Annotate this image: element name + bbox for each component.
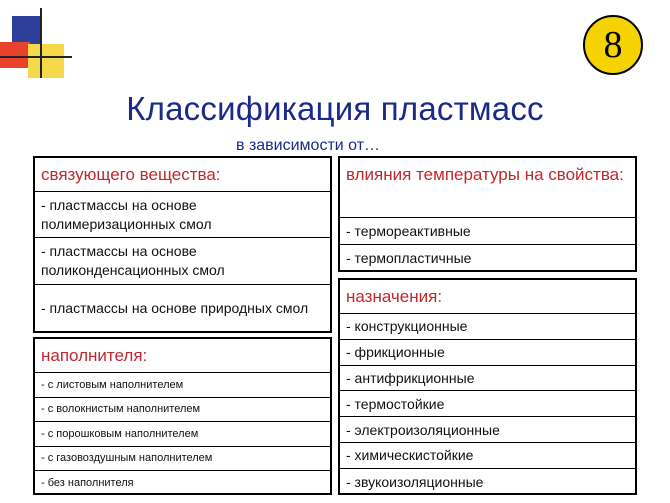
- slide-number-badge: [583, 15, 643, 75]
- purpose-item: [340, 391, 635, 417]
- temperature-item-text: - термореактивные: [346, 222, 471, 239]
- yellow-square: [28, 44, 64, 78]
- filler-item-text: - с газовоздушным наполнителем: [41, 452, 213, 465]
- binder-table: [33, 156, 332, 333]
- filler-item: [35, 373, 330, 398]
- slide-number: 8: [603, 24, 623, 66]
- purpose-item: [340, 340, 635, 366]
- purpose-item-text: - звукоизоляционные: [346, 473, 484, 490]
- purpose-item-text: - фрикционные: [346, 344, 445, 361]
- filler-item-text: - с волокнистым наполнителем: [41, 403, 201, 416]
- filler-item-text: - с листовым наполнителем: [41, 378, 184, 391]
- binder-heading: связующего вещества:: [35, 158, 330, 192]
- binder-item-text: - пластмассы на основе поликонденсационных смол: [41, 243, 225, 278]
- red-square: [0, 42, 30, 68]
- purpose-item-text: - химическистойкие: [346, 447, 474, 464]
- temperature-table: [338, 156, 637, 272]
- filler-item: [35, 398, 330, 423]
- purpose-item: [340, 469, 635, 495]
- purpose-item-text: - конструкционные: [346, 318, 468, 335]
- binder-item: [35, 238, 330, 285]
- slide-title: Классификация пластмасс: [126, 90, 544, 127]
- binder-item: [35, 192, 330, 238]
- purpose-item: [340, 417, 635, 443]
- purpose-item-text: - антифрикционные: [346, 369, 475, 386]
- purpose-item: [340, 314, 635, 340]
- purpose-table: [338, 278, 637, 495]
- filler-item-text: - без наполнителя: [41, 477, 134, 490]
- temperature-item: [340, 218, 635, 245]
- temperature-heading: влияния температуры на свойства:: [340, 158, 635, 218]
- purpose-item-text: - электроизоляционные: [346, 421, 500, 438]
- purpose-item-text: - термостойкие: [346, 395, 445, 412]
- filler-item-text: - с порошковым наполнителем: [41, 427, 199, 440]
- binder-item-text: - пластмассы на основе полимеризационных смол: [41, 196, 212, 232]
- binder-item-text: - пластмассы на основе природных смол: [41, 299, 309, 316]
- slide-subtitle: в зависимости от…: [236, 137, 381, 154]
- filler-item: [35, 471, 330, 496]
- purpose-item: [340, 443, 635, 469]
- filler-item: [35, 447, 330, 472]
- binder-item: [35, 285, 330, 331]
- filler-table: [33, 337, 332, 495]
- purpose-item: [340, 366, 635, 392]
- filler-item: [35, 422, 330, 447]
- filler-heading: наполнителя:: [35, 339, 330, 373]
- temperature-item-text: - термопластичные: [346, 249, 472, 266]
- purpose-heading: назначения:: [340, 280, 635, 314]
- horizontal-line: [0, 56, 72, 58]
- vertical-line: [40, 8, 42, 78]
- temperature-item: [340, 245, 635, 272]
